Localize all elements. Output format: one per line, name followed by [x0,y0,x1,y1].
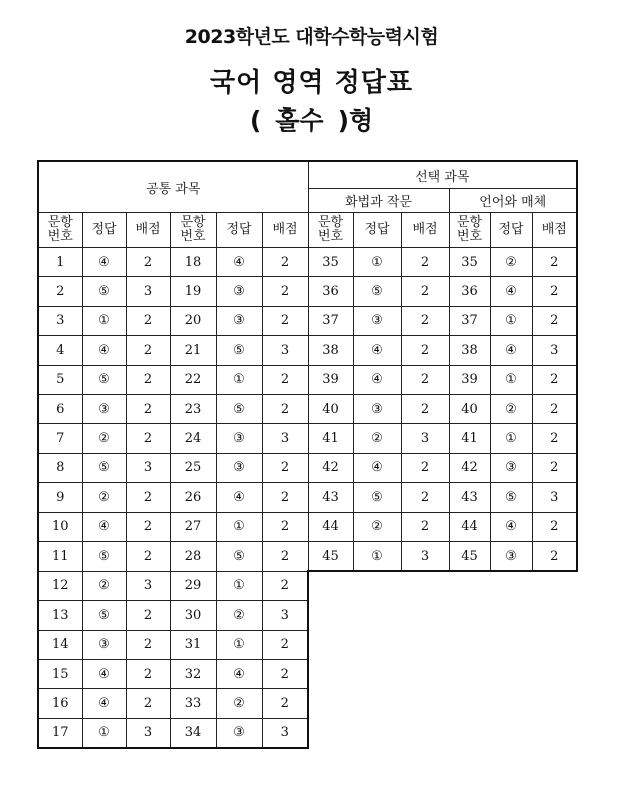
elective-b-points: 3 [532,483,577,512]
common-right-answer: ① [216,571,262,600]
elective-a-question-number: 42 [308,453,353,482]
table-row [38,630,577,659]
elective-a-question-number: 37 [308,306,353,335]
common-right-question-number: 27 [170,512,216,541]
common-right-question-number: 25 [170,453,216,482]
elective-b-answer: ④ [490,277,532,306]
col-header-answer: 정답 [216,213,262,248]
table-row [38,541,577,571]
common-right-points: 2 [262,571,308,600]
elective-a-answer: ① [353,541,401,571]
common-left-points: 2 [126,248,170,277]
elective-a-question-number: 44 [308,512,353,541]
table-row [38,248,577,277]
common-right-answer: ① [216,512,262,541]
common-left-answer: ③ [82,394,126,423]
elective-a-answer: ④ [353,365,401,394]
common-left-question-number: 17 [38,718,82,748]
common-left-question-number: 12 [38,571,82,600]
elective-a-answer: ⑤ [353,277,401,306]
elective-b-answer: ① [490,306,532,335]
common-left-answer: ⑤ [82,541,126,571]
elective-a-points: 2 [401,453,449,482]
col-header-points: 배점 [262,213,308,248]
elective-b-header: 언어와 매체 [449,189,577,213]
type-open-paren: ( [249,106,262,135]
common-right-question-number: 34 [170,718,216,748]
common-left-answer: ⑤ [82,601,126,630]
elective-a-answer: ② [353,424,401,453]
common-left-points: 2 [126,630,170,659]
common-right-question-number: 31 [170,630,216,659]
common-right-question-number: 29 [170,571,216,600]
elective-b-points: 2 [532,394,577,423]
common-left-answer: ⑤ [82,277,126,306]
common-right-points: 3 [262,718,308,748]
elective-b-answer: ④ [490,512,532,541]
common-left-points: 2 [126,336,170,365]
common-right-answer: ③ [216,424,262,453]
elective-a-points: 3 [401,541,449,571]
elective-b-question-number: 45 [449,541,490,571]
elective-a-question-number: 35 [308,248,353,277]
common-left-answer: ④ [82,512,126,541]
elective-b-question-number: 39 [449,365,490,394]
elective-b-answer: ① [490,365,532,394]
common-left-question-number: 4 [38,336,82,365]
answer-key-title: 국어 영역 정답표 [210,68,413,98]
common-right-answer: ② [216,601,262,630]
table-row [38,512,577,541]
elective-b-question-number: 35 [449,248,490,277]
elective-b-answer: ⑤ [490,483,532,512]
col-header-answer: 정답 [490,213,532,248]
elective-a-points: 2 [401,512,449,541]
common-right-question-number: 28 [170,541,216,571]
common-right-points: 2 [262,659,308,688]
common-right-answer: ⑤ [216,541,262,571]
common-right-points: 2 [262,630,308,659]
common-left-answer: ② [82,483,126,512]
elective-a-header: 화법과 작문 [308,189,449,213]
common-left-points: 2 [126,689,170,718]
elective-a-points: 2 [401,336,449,365]
common-left-points: 2 [126,424,170,453]
common-left-question-number: 3 [38,306,82,335]
elective-b-answer: ① [490,424,532,453]
elective-a-answer: ④ [353,453,401,482]
common-right-question-number: 21 [170,336,216,365]
common-left-answer: ⑤ [82,365,126,394]
table-row [38,277,577,306]
elective-b-question-number: 41 [449,424,490,453]
elective-b-question-number: 38 [449,336,490,365]
common-left-question-number: 7 [38,424,82,453]
elective-b-question-number: 43 [449,483,490,512]
common-left-points: 3 [126,718,170,748]
elective-a-points: 2 [401,365,449,394]
table-row [38,394,577,423]
common-left-answer: ② [82,571,126,600]
table-row [38,336,577,365]
table-row [38,453,577,482]
common-left-answer: ④ [82,248,126,277]
elective-b-answer: ③ [490,541,532,571]
common-left-points: 2 [126,512,170,541]
common-left-question-number: 9 [38,483,82,512]
common-left-question-number: 5 [38,365,82,394]
common-right-points: 2 [262,277,308,306]
common-right-answer: ④ [216,248,262,277]
common-left-question-number: 10 [38,512,82,541]
table-row [38,659,577,688]
common-right-question-number: 32 [170,659,216,688]
elective-b-question-number: 40 [449,394,490,423]
common-left-points: 2 [126,394,170,423]
common-right-answer: ③ [216,453,262,482]
common-right-answer: ⑤ [216,394,262,423]
common-right-points: 2 [262,541,308,571]
empty-area [308,601,577,630]
common-right-answer: ④ [216,659,262,688]
common-left-answer: ② [82,424,126,453]
elective-a-question-number: 40 [308,394,353,423]
col-header-number-line2: 번호 [317,229,344,244]
elective-a-answer: ① [353,248,401,277]
common-right-points: 2 [262,365,308,394]
elective-b-points: 2 [532,248,577,277]
elective-a-points: 3 [401,424,449,453]
common-left-points: 2 [126,483,170,512]
common-right-points: 2 [262,512,308,541]
common-left-question-number: 16 [38,689,82,718]
col-header-number [308,213,353,248]
elective-b-question-number: 42 [449,453,490,482]
elective-a-answer: ③ [353,394,401,423]
answer-table [37,160,578,749]
common-left-points: 2 [126,541,170,571]
elective-a-question-number: 41 [308,424,353,453]
common-right-question-number: 30 [170,601,216,630]
common-left-question-number: 2 [38,277,82,306]
elective-a-question-number: 38 [308,336,353,365]
elective-b-question-number: 37 [449,306,490,335]
common-right-points: 2 [262,689,308,718]
common-left-points: 3 [126,277,170,306]
common-right-points: 2 [262,306,308,335]
col-header-number-line2: 번호 [456,229,483,244]
common-left-points: 3 [126,453,170,482]
col-header-number [170,213,216,248]
col-header-number [449,213,490,248]
common-left-question-number: 13 [38,601,82,630]
elective-b-question-number: 44 [449,512,490,541]
empty-area [308,718,577,748]
elective-b-points: 2 [532,306,577,335]
elective-a-points: 2 [401,306,449,335]
elective-b-points: 2 [532,453,577,482]
common-left-answer: ④ [82,336,126,365]
col-header-answer: 정답 [82,213,126,248]
common-right-question-number: 18 [170,248,216,277]
common-left-answer: ① [82,718,126,748]
common-subject-header: 공통 과목 [38,161,308,213]
table-row [38,718,577,748]
col-header-number-line1: 문항 [456,215,483,230]
exam-type-title [0,101,623,137]
elective-a-answer: ② [353,512,401,541]
common-left-answer: ① [82,306,126,335]
table-row [38,424,577,453]
elective-subject-header: 선택 과목 [308,161,577,189]
elective-a-question-number: 39 [308,365,353,394]
elective-b-points: 2 [532,512,577,541]
common-right-answer: ③ [216,306,262,335]
elective-b-answer: ③ [490,453,532,482]
empty-area [308,689,577,718]
table-row [38,601,577,630]
elective-b-answer: ④ [490,336,532,365]
exam-type: 홀수 [275,106,324,135]
common-left-question-number: 1 [38,248,82,277]
common-right-points: 3 [262,424,308,453]
elective-a-answer: ④ [353,336,401,365]
common-right-points: 2 [262,483,308,512]
elective-a-answer: ⑤ [353,483,401,512]
exam-title: 2023학년도 대학수학능력시험 [184,26,439,48]
elective-a-question-number: 43 [308,483,353,512]
col-header-number-line1: 문항 [180,215,206,230]
elective-a-question-number: 36 [308,277,353,306]
col-header-number-line1: 문항 [317,215,344,230]
col-header-answer: 정답 [353,213,401,248]
elective-b-points: 2 [532,541,577,571]
common-right-answer: ④ [216,483,262,512]
table-row [38,365,577,394]
elective-a-points: 2 [401,394,449,423]
common-right-answer: ⑤ [216,336,262,365]
common-right-question-number: 20 [170,306,216,335]
elective-a-points: 2 [401,277,449,306]
col-header-points: 배점 [532,213,577,248]
elective-b-answer: ② [490,248,532,277]
elective-b-points: 3 [532,336,577,365]
common-left-question-number: 11 [38,541,82,571]
col-header-number-line2: 번호 [47,229,73,244]
empty-area [308,571,577,600]
common-left-answer: ⑤ [82,453,126,482]
elective-b-answer: ② [490,394,532,423]
common-left-points: 2 [126,365,170,394]
common-right-question-number: 23 [170,394,216,423]
empty-area [308,630,577,659]
common-right-answer: ③ [216,277,262,306]
common-right-question-number: 33 [170,689,216,718]
col-header-points: 배점 [401,213,449,248]
col-header-number-line2: 번호 [180,229,206,244]
common-right-answer: ③ [216,718,262,748]
col-header-points: 배점 [126,213,170,248]
common-right-answer: ① [216,365,262,394]
table-row [38,689,577,718]
elective-a-points: 2 [401,248,449,277]
common-right-points: 2 [262,394,308,423]
common-left-question-number: 6 [38,394,82,423]
common-left-answer: ④ [82,659,126,688]
elective-a-points: 2 [401,483,449,512]
table-row [38,571,577,600]
common-left-points: 2 [126,659,170,688]
common-right-question-number: 22 [170,365,216,394]
elective-a-answer: ③ [353,306,401,335]
table-row [38,306,577,335]
elective-b-points: 2 [532,277,577,306]
common-right-question-number: 19 [170,277,216,306]
common-left-question-number: 8 [38,453,82,482]
table-row [38,483,577,512]
elective-a-question-number: 45 [308,541,353,571]
col-header-number [38,213,82,248]
common-left-answer: ③ [82,630,126,659]
elective-b-question-number: 36 [449,277,490,306]
common-left-answer: ④ [82,689,126,718]
common-right-points: 3 [262,336,308,365]
common-right-answer: ② [216,689,262,718]
col-header-number-line1: 문항 [47,215,73,230]
common-right-question-number: 26 [170,483,216,512]
common-left-question-number: 15 [38,659,82,688]
common-right-question-number: 24 [170,424,216,453]
common-left-points: 2 [126,601,170,630]
type-close-paren: )형 [337,106,374,135]
elective-b-points: 2 [532,365,577,394]
common-right-answer: ① [216,630,262,659]
common-left-question-number: 14 [38,630,82,659]
elective-b-points: 2 [532,424,577,453]
common-right-points: 3 [262,601,308,630]
common-right-points: 2 [262,453,308,482]
common-right-points: 2 [262,248,308,277]
common-left-points: 3 [126,571,170,600]
empty-area [308,659,577,688]
common-left-points: 2 [126,306,170,335]
